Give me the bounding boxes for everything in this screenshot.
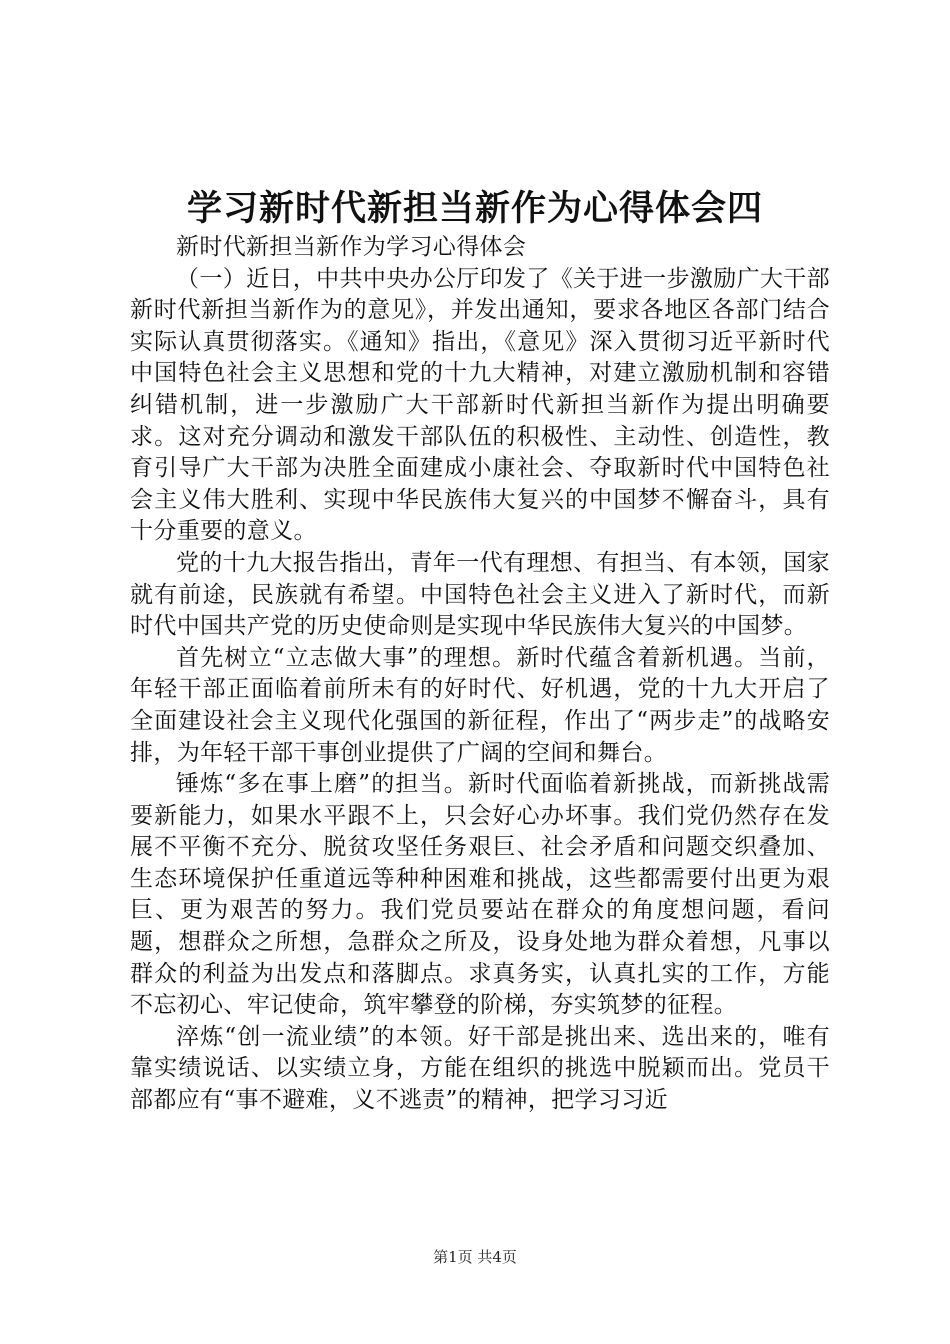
document-body — [130, 232, 830, 1117]
body-paragraph: 淬炼“创一流业绩”的本领。好干部是挑出来、选出来的，唯有靠实绩说话、以实绩立身，方能在组织的挑选中脱颖而出。党员干部都应有“事不避难，义不逃责”的精神，把学习习近 — [130, 1023, 830, 1114]
body-paragraph: 首先树立“立志做大事”的理想。新时代蕴含着新机遇。当前，年轻干部正面临着前所未有的好时代、好机遇，党的十九大开启了全面建设社会主义现代化强国的新征程，作出了“两步走”的战略安排，为年轻干部干事创业提供了广阔的空间和舞台。 — [130, 644, 830, 766]
body-paragraph: （一）近日，中共中央办公厅印发了《关于进一步激励广大干部新时代新担当新作为的意见》，并发出通知，要求各地区各部门结合实际认真贯彻落实。《通知》指出，《意见》深入贯彻习近平新时代中国特色社会主义思想和党的十九大精神，对建立激励机制和容错纠错机制，进一步激励广大干部新时代新担当新作为提出明确要求。这对充分调动和激发干部队伍的积极性、主动性、创造性，教育引导广大干部为决胜全面建成小康社会、夺取新时代中国特色社会主义伟大胜利、实现中华民族伟大复兴的中国梦不懈奋斗，具有十分重要的意义。 — [130, 265, 830, 545]
body-paragraph: 锤炼“多在事上磨”的担当。新时代面临着新挑战，而新挑战需要新能力，如果水平跟不上，只会好心办坏事。我们党仍然存在发展不平衡不充分、脱贫攻坚任务艰巨、社会矛盾和问题交织叠加、生态环境保护任重道远等种种困难和挑战，这些都需要付出更为艰巨、更为艰苦的努力。我们党员要站在群众的角度想问题，看问题，想群众之所想，急群众之所及，设身处地为群众着想，凡事以群众的利益为出发点和落脚点。求真务实，认真扎实的工作，方能不忘初心、牢记使命，筑牢攀登的阶梯，夯实筑梦的征程。 — [130, 771, 830, 1019]
body-paragraph: 党的十九大报告指出，青年一代有理想、有担当、有本领，国家就有前途，民族就有希望。中国特色社会主义进入了新时代，而新时代中国共产党的历史使命则是实现中华民族伟大复兴的中国梦。 — [130, 549, 830, 640]
subtitle-paragraph: 新时代新担当新作为学习心得体会 — [176, 234, 527, 260]
document-title: 学习新时代新担当新作为心得体会四 — [186, 188, 763, 229]
page-footer: 第1页 共4页 — [433, 1248, 517, 1266]
